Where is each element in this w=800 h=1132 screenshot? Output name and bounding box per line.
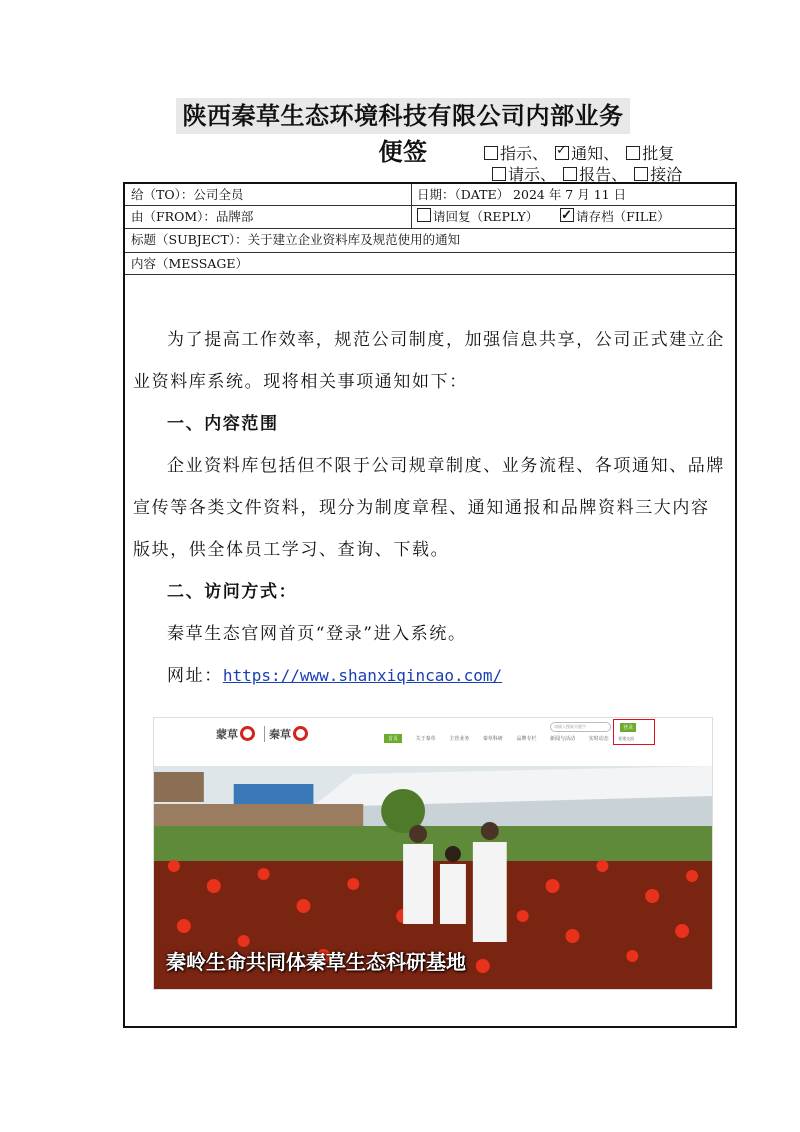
login-highlight-box: [613, 719, 655, 745]
menu-item-research[interactable]: 秦草科研: [482, 736, 503, 742]
logo-qincao: 秦草: [264, 726, 308, 742]
intro-paragraph: 为了提高工作效率，规范公司制度，加强信息共享，公司正式建立企业资料库系统。现将相关事项通知如下：: [133, 330, 725, 392]
website-link[interactable]: https://www.shanxiqincao.com/: [222, 666, 503, 685]
message-label-row: [125, 253, 735, 275]
category-line-1: [484, 141, 676, 164]
photo-caption: 秦岭生命共同体秦草生态科研基地: [166, 950, 466, 974]
message-body: [133, 319, 727, 697]
subject-row: [125, 229, 735, 253]
ring-icon: [240, 726, 255, 741]
url-line: [133, 655, 727, 697]
reply-file-options: [411, 206, 737, 228]
menu-item-business[interactable]: 主营业务: [449, 736, 470, 742]
reply-label: 请回复（REPLY）: [433, 209, 539, 224]
site-search-input[interactable]: 请输入搜索关键字: [550, 722, 611, 732]
category-request[interactable]: 请示、: [492, 165, 556, 184]
header-row-to-date: [125, 184, 735, 206]
category-liaison[interactable]: 接洽: [634, 165, 682, 184]
site-menu: [384, 734, 621, 743]
url-label: 网址：: [167, 666, 223, 686]
menu-item-home[interactable]: 首页: [384, 734, 402, 743]
from-field: 由（FROM）：品牌部: [131, 209, 254, 224]
checkbox-reply[interactable]: [417, 208, 431, 222]
menu-item-about[interactable]: 关于秦草: [415, 736, 436, 742]
checkbox-request[interactable]: [492, 167, 506, 181]
section-1-body: 企业资料库包括但不限于公司规章制度、业务流程、各项通知、品牌宣传等各类文件资料，现分为制度章程、通知通报和品牌资料三大内容版块，供全体员工学习、查询、下载。: [133, 456, 725, 560]
category-approval[interactable]: 批复: [626, 144, 674, 163]
section-2-title: 二、访问方式：: [167, 582, 298, 602]
category-report[interactable]: 报告、: [563, 165, 627, 184]
checkbox-notice[interactable]: [555, 146, 569, 160]
checkbox-file[interactable]: [560, 208, 574, 222]
section-1-title: 一、内容范围: [167, 414, 279, 434]
checkbox-report[interactable]: [563, 167, 577, 181]
section-2-body: 秦草生态官网首页“登录”进入系统。: [167, 624, 467, 644]
header-row-from-options: [125, 206, 735, 229]
category-notice[interactable]: ✓ 通知、: [555, 144, 619, 163]
checkbox-liaison[interactable]: [634, 167, 648, 181]
ring-icon: [293, 726, 308, 741]
category-instruction[interactable]: 指示、: [484, 144, 548, 163]
checkbox-instruction[interactable]: [484, 146, 498, 160]
to-field: 给（TO）：公司全员: [131, 187, 244, 202]
menu-item-updates[interactable]: 实时动态: [588, 736, 609, 742]
site-navbar: [154, 718, 712, 766]
menu-item-party[interactable]: 党建交流: [618, 736, 634, 741]
message-label: 内容（MESSAGE）: [131, 256, 248, 271]
login-button[interactable]: 登录: [620, 723, 636, 732]
subject-field: 标题（SUBJECT）：关于建立企业资料库及规范使用的通知: [131, 232, 461, 247]
menu-item-news[interactable]: 新闻与活动: [550, 736, 576, 742]
website-screenshot: [153, 717, 713, 990]
memo-form: [123, 182, 737, 1028]
checkbox-approval[interactable]: [626, 146, 640, 160]
document-title: 陕西秦草生态环境科技有限公司内部业务便签: [176, 98, 630, 134]
file-label: 请存档（FILE）: [576, 209, 670, 224]
logo-mengcao: 蒙草: [216, 726, 255, 742]
date-field: 日期：（DATE） 2024 年 7 月 11 日: [417, 187, 627, 202]
menu-item-brand[interactable]: 品牌专栏: [516, 736, 537, 742]
